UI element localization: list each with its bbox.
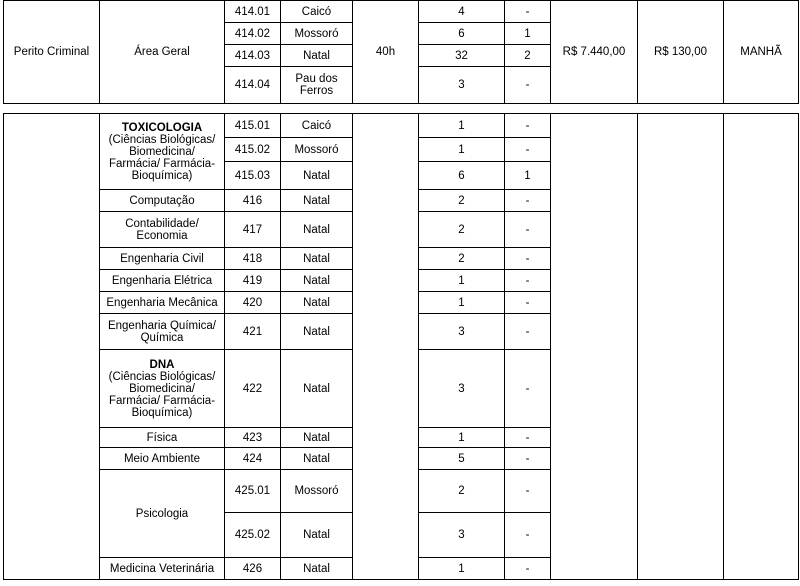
codigo-cell: 414.04 (225, 67, 281, 104)
area-cell: Engenharia Elétrica (100, 270, 225, 292)
vagas-cell: 3 (419, 513, 505, 558)
codigo-cell: 418 (225, 248, 281, 270)
area-cell-dna (100, 350, 225, 428)
salario-cell: R$ 7.440,00 (551, 1, 638, 104)
cidade-cell: Mossoró (281, 23, 353, 45)
codigo-cell: 424 (225, 448, 281, 470)
codigo-cell: 415.03 (225, 162, 281, 190)
cidade-cell: Natal (281, 314, 353, 350)
area-cell-toxicologia (100, 114, 225, 190)
cidade-cell: Natal (281, 212, 353, 248)
vagas-cell: 3 (419, 67, 505, 104)
cargo-cell: Perito Criminal (4, 1, 100, 104)
cidade-cell: Natal (281, 513, 353, 558)
pcd-cell: - (505, 248, 551, 270)
codigo-cell: 415.02 (225, 138, 281, 162)
codigo-cell: 422 (225, 350, 281, 428)
area-subtitle: (Ciências Biológicas/ Biomedicina/ Farmácia/ Farmácia-Bioquímica) (108, 133, 216, 182)
vagas-cell: 1 (419, 428, 505, 448)
pcd-cell: - (505, 1, 551, 23)
cidade-cell: Caicó (281, 1, 353, 23)
pcd-cell: - (505, 114, 551, 138)
cidade-cell: Natal (281, 558, 353, 580)
turno-cell-empty (724, 114, 799, 580)
taxa-cell: R$ 130,00 (638, 1, 724, 104)
cidade-cell: Natal (281, 350, 353, 428)
vagas-cell: 1 (419, 114, 505, 138)
vagas-cell: 1 (419, 558, 505, 580)
vagas-cell: 6 (419, 162, 505, 190)
vagas-cell: 32 (419, 45, 505, 67)
pcd-cell: - (505, 314, 551, 350)
pcd-cell: - (505, 138, 551, 162)
salario-cell-empty (551, 114, 638, 580)
table-row (4, 114, 799, 138)
cidade-cell: Natal (281, 292, 353, 314)
area-cell: Engenharia Mecânica (100, 292, 225, 314)
vagas-cell: 2 (419, 470, 505, 513)
area-cell: Engenharia Civil (100, 248, 225, 270)
codigo-cell: 416 (225, 190, 281, 212)
vagas-cell: 2 (419, 212, 505, 248)
cidade-cell: Natal (281, 270, 353, 292)
pcd-cell: - (505, 513, 551, 558)
pcd-cell: - (505, 190, 551, 212)
vagas-cell: 4 (419, 1, 505, 23)
vagas-table-area-geral (3, 0, 799, 104)
cidade-cell: Natal (281, 248, 353, 270)
vagas-cell: 3 (419, 350, 505, 428)
taxa-cell-empty (638, 114, 724, 580)
area-cell: Engenharia Química/ Química (100, 314, 225, 350)
codigo-cell: 414.02 (225, 23, 281, 45)
area-cell: Área Geral (100, 1, 225, 104)
codigo-cell: 425.02 (225, 513, 281, 558)
pcd-cell: 1 (505, 23, 551, 45)
cidade-cell: Pau dos Ferros (281, 67, 353, 104)
turno-cell: MANHÃ (724, 1, 799, 104)
area-title: DNA (149, 358, 175, 371)
vagas-cell: 2 (419, 248, 505, 270)
area-title: TOXICOLOGIA (121, 121, 203, 134)
pcd-cell: - (505, 67, 551, 104)
cargo-cell-empty (4, 114, 100, 580)
codigo-cell: 420 (225, 292, 281, 314)
pcd-cell: - (505, 350, 551, 428)
pcd-cell: - (505, 470, 551, 513)
pcd-cell: - (505, 558, 551, 580)
codigo-cell: 415.01 (225, 114, 281, 138)
vagas-cell: 3 (419, 314, 505, 350)
vagas-cell: 1 (419, 292, 505, 314)
area-cell: Meio Ambiente (100, 448, 225, 470)
table-row (4, 1, 799, 23)
vagas-cell: 1 (419, 270, 505, 292)
codigo-cell: 425.01 (225, 470, 281, 513)
cidade-cell: Natal (281, 45, 353, 67)
codigo-cell: 423 (225, 428, 281, 448)
codigo-cell: 417 (225, 212, 281, 248)
codigo-cell: 426 (225, 558, 281, 580)
codigo-cell: 421 (225, 314, 281, 350)
cidade-cell: Natal (281, 162, 353, 190)
carga-horaria-cell-empty (353, 114, 419, 580)
codigo-cell: 414.03 (225, 45, 281, 67)
area-cell: Contabilidade/ Economia (100, 212, 225, 248)
cidade-cell: Mossoró (281, 138, 353, 162)
area-cell: Medicina Veterinária (100, 558, 225, 580)
pcd-cell: - (505, 448, 551, 470)
cidade-cell: Natal (281, 428, 353, 448)
vagas-cell: 2 (419, 190, 505, 212)
codigo-cell: 419 (225, 270, 281, 292)
vagas-cell: 5 (419, 448, 505, 470)
cidade-cell: Caicó (281, 114, 353, 138)
pcd-cell: 2 (505, 45, 551, 67)
cidade-cell: Natal (281, 190, 353, 212)
area-cell: Física (100, 428, 225, 448)
vagas-table-especialidades (3, 113, 799, 580)
pcd-cell: - (505, 212, 551, 248)
area-cell: Computação (100, 190, 225, 212)
pcd-cell: 1 (505, 162, 551, 190)
vagas-cell: 1 (419, 138, 505, 162)
carga-horaria-cell: 40h (353, 1, 419, 104)
area-cell: Psicologia (100, 470, 225, 558)
pcd-cell: - (505, 270, 551, 292)
cidade-cell: Mossoró (281, 470, 353, 513)
vagas-cell: 6 (419, 23, 505, 45)
pcd-cell: - (505, 428, 551, 448)
area-subtitle: (Ciências Biológicas/ Biomedicina/ Farmácia/ Farmácia-Bioquímica) (108, 370, 216, 419)
pcd-cell: - (505, 292, 551, 314)
cidade-cell: Natal (281, 448, 353, 470)
codigo-cell: 414.01 (225, 1, 281, 23)
